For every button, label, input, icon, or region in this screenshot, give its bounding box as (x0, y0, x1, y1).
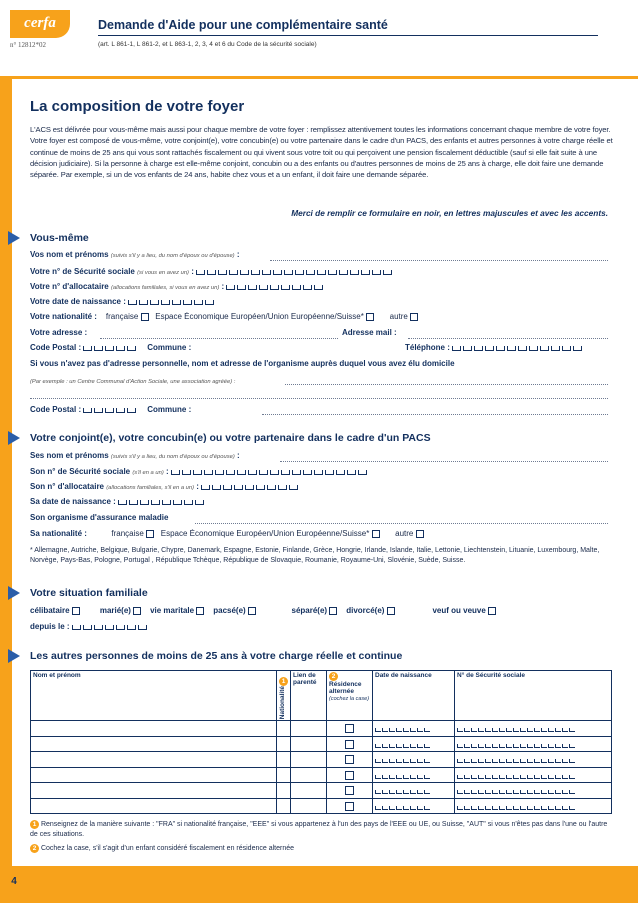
conjoint-secu-label: Son n° de Sécurité sociale (30, 467, 131, 476)
section-arrow-icon (8, 231, 20, 245)
situation-divorce-label: divorcé(e) (346, 606, 385, 615)
form-title: Demande d'Aide pour une complémentaire santé (98, 18, 388, 32)
conjoint-nat-eee-label: Espace Économique Européen/Union Européenne/Suisse* (160, 529, 370, 538)
vous-nat-eee-checkbox[interactable] (366, 313, 374, 321)
note-2-badge: 2 (329, 672, 338, 681)
residence-checkbox[interactable] (345, 802, 354, 811)
vous-sans-adresse-label: Si vous n'avez pas d'adresse personnelle, nom et adresse de l'organisme auprès duquel vous avez élu domicile (30, 359, 455, 368)
conjoint-naissance-boxes[interactable] (118, 498, 206, 505)
conjoint-nom-hint: (suivis s'il y a lieu, du nom d'époux ou d'épouse) (110, 454, 235, 460)
legend-note-1 (30, 820, 614, 839)
vous-alloc-row[interactable]: Votre n° d'allocataire (allocations familiales, si vous en avez un) : (30, 282, 608, 295)
situation-vie-maritale-label: vie maritale (150, 606, 195, 615)
cell-residence (327, 736, 373, 752)
vous-nat-autre-checkbox[interactable] (410, 313, 418, 321)
conjoint-nat-autre-label: autre (395, 529, 414, 538)
cell-nat[interactable] (277, 783, 291, 799)
table-row (31, 752, 612, 768)
conjoint-alloc-boxes[interactable] (201, 483, 300, 490)
situation-pacse-label: pacsé(e) (213, 606, 246, 615)
col-residence-header (327, 671, 373, 721)
vous-alloc-label: Votre n° d'allocataire (30, 282, 109, 291)
vous-adresse-line (100, 338, 338, 339)
section-title: La composition de votre foyer (30, 98, 245, 115)
cell-residence (327, 783, 373, 799)
conjoint-alloc-row[interactable]: Son n° d'allocataire (allocations familiales, s'il en a un) : (30, 482, 608, 495)
header-orange-rule (0, 76, 638, 79)
vous-naissance-label: Votre date de naissance : (30, 297, 126, 306)
conjoint-nat-autre-checkbox[interactable] (416, 530, 424, 538)
situation-veuf-checkbox[interactable] (488, 607, 496, 615)
col-date-header: Date de naissance (373, 671, 455, 721)
cell-lien[interactable] (291, 783, 327, 799)
vous-cp2-boxes[interactable] (83, 406, 138, 413)
situation-options-row (30, 606, 608, 619)
cell-lien[interactable] (291, 752, 327, 768)
cell-nat[interactable] (277, 767, 291, 783)
cell-nat[interactable] (277, 752, 291, 768)
cell-lien[interactable] (291, 736, 327, 752)
vous-mail-line[interactable] (408, 338, 608, 339)
vous-naissance-row[interactable] (30, 297, 608, 310)
cell-date[interactable] (373, 783, 455, 799)
conjoint-nationalite-label: Sa nationalité : (30, 529, 87, 538)
vous-meme-title: Vous-même (30, 232, 89, 244)
table-row (31, 783, 612, 799)
table-header (31, 671, 612, 721)
vous-nom-label: Vos nom et prénoms (30, 250, 109, 259)
vous-nom-hint: (suivis s'il y a lieu, du nom d'époux ou d'épouse) (110, 253, 235, 259)
footer-bar (0, 866, 638, 903)
intro-paragraph-1: L'ACS est délivrée pour vous-même mais aussi pour chaque membre de votre foyer : remplissez attentivement toutes les informations concernant chaque membre de votre foyer. (30, 125, 611, 134)
note-2-marker: 2 (30, 844, 39, 853)
cell-nom[interactable] (31, 783, 277, 799)
vous-nat-francaise-label: française (105, 312, 139, 321)
conjoint-nom-row[interactable]: Ses nom et prénoms (suivis s'il y a lieu, du nom d'époux ou d'épouse) : (30, 451, 240, 460)
conjoint-nat-francaise-label: française (111, 529, 144, 538)
cerfa-logo: cerfa (10, 10, 70, 38)
vous-adresse-row[interactable] (30, 328, 608, 341)
residence-checkbox[interactable] (345, 724, 354, 733)
vous-alloc-hint: (allocations familiales, si vous en avez un) (111, 285, 220, 291)
section-arrow-icon (8, 431, 20, 445)
situation-veuf-label: veuf ou veuve (432, 606, 486, 615)
col-secu-header: N° de Sécurité sociale (455, 671, 612, 721)
residence-checkbox[interactable] (345, 786, 354, 795)
table-row (31, 736, 612, 752)
section-arrow-icon (8, 649, 20, 663)
situation-depuis-label: depuis le : (30, 622, 70, 631)
conjoint-title: Votre conjoint(e), votre concubin(e) ou votre partenaire dans le cadre d'un PACS (30, 432, 431, 444)
vous-cp2-label: Code Postal : (30, 405, 82, 414)
vous-nationalite-label: Votre nationalité : (30, 312, 97, 321)
table-row (31, 767, 612, 783)
residence-checkbox[interactable] (345, 755, 354, 764)
conjoint-naissance-label: Sa date de naissance : (30, 497, 116, 506)
dependents-table (30, 670, 612, 814)
situation-marie-checkbox[interactable] (133, 607, 141, 615)
conjoint-alloc-hint: (allocations familiales, s'il en a un) (106, 485, 195, 491)
cell-nom[interactable] (31, 752, 277, 768)
situation-pacse-checkbox[interactable] (248, 607, 256, 615)
vous-cp-boxes[interactable] (83, 344, 138, 351)
section-arrow-icon (8, 586, 20, 600)
cell-secu[interactable] (455, 752, 612, 768)
intro-paragraph-2: Votre foyer est composé de vous-même, votre conjoint(e), votre concubin(e) ou votre partenaire dans le cadre d'un PACS, des enfants et autres personnes à votre charge réelle et continue de moins de 25 ans qui vous sont rattachés fiscalement ou qui vivent sous votre toit ou qui perçoivent une pension fiscalement déductible (sauf si elle fait suite à une décision judiciaire). Si la personne à charge est elle-même conjoint, concubin ou a des enfants ou d'autres personnes de moins de 25 ans à charge, elle doit faire une demande séparée. Par exemple, si un de vos enfants de 24 ans, habite chez vous et a un enfant, il doit faire une demande séparée. (30, 136, 613, 180)
vous-tel-boxes[interactable] (452, 344, 584, 351)
table-row (31, 798, 612, 814)
table-row (31, 721, 612, 737)
situation-depuis-row[interactable] (30, 622, 608, 635)
vous-nat-autre-label: autre (389, 312, 408, 321)
conjoint-alloc-label: Son n° d'allocataire (30, 482, 105, 491)
vous-exemple-row[interactable] (30, 376, 608, 389)
residence-checkbox[interactable] (345, 771, 354, 780)
conjoint-organisme-line (195, 523, 608, 524)
form-legal-reference: (art. L 861-1, L 861-2, et L 863-1, 2, 3, 4 et 6 du Code de la sécurité sociale) (98, 41, 317, 48)
intro-text (30, 124, 614, 180)
cell-residence (327, 767, 373, 783)
cell-nat[interactable] (277, 736, 291, 752)
cell-secu[interactable] (455, 783, 612, 799)
situation-vie-maritale-checkbox[interactable] (196, 607, 204, 615)
cerfa-number: n° 12812*02 (10, 41, 47, 49)
col-residence-label: Résidence alternée (329, 681, 362, 695)
conjoint-secu-row[interactable]: Son n° de Sécurité sociale (s'il en a un) : (30, 467, 608, 480)
conjoint-nat-francaise-checkbox[interactable] (146, 530, 154, 538)
cell-residence (327, 721, 373, 737)
vous-nat-francaise-checkbox[interactable] (141, 313, 149, 321)
cell-nat[interactable] (277, 721, 291, 737)
conjoint-secu-boxes[interactable] (171, 468, 369, 475)
vous-commune2-line (262, 414, 608, 415)
situation-celibataire-label: célibataire (30, 606, 70, 615)
cell-secu[interactable] (455, 767, 612, 783)
vous-cp-label: Code Postal : (30, 343, 82, 352)
vous-secu-boxes[interactable] (196, 268, 394, 275)
vous-adresse-label: Votre adresse : (30, 328, 88, 337)
conjoint-naissance-row[interactable] (30, 497, 608, 510)
vous-alloc-boxes[interactable] (226, 283, 325, 290)
cell-secu[interactable] (455, 736, 612, 752)
vous-nat-eee-label: Espace Économique Européen/Union Européenne/Suisse* (155, 312, 364, 321)
vous-secu-label: Votre n° de Sécurité sociale (30, 267, 135, 276)
eee-countries-footnote: * Allemagne, Autriche, Belgique, Bulgarie, Chypre, Danemark, Espagne, Estonie, Finlande, Grèce, Hongrie, Irlande, Islande, Italie, Lettonie, Liechtenstein, Lituanie, Luxembourg, Malte, Norvège, Pays-Bas, Pologne, Portugal , République Tchèque, République de Slovaquie, Roumanie, Royaume-Uni, Slovénie, Suède, Suisse. (30, 547, 600, 564)
vous-organisme-line-1 (285, 384, 608, 385)
cell-date[interactable] (373, 721, 455, 737)
conjoint-organisme-row[interactable] (30, 513, 608, 526)
situation-separe-checkbox[interactable] (329, 607, 337, 615)
conjoint-nationalite-row (30, 529, 608, 542)
situation-celibataire-checkbox[interactable] (72, 607, 80, 615)
vous-cp2-row[interactable] (30, 405, 608, 418)
cell-nom[interactable] (31, 736, 277, 752)
legend-note-2 (30, 844, 614, 854)
vous-sans-adresse-row[interactable] (30, 359, 608, 372)
vous-naissance-boxes[interactable] (128, 298, 216, 305)
situation-separe-label: séparé(e) (291, 606, 328, 615)
col-nationalite-label: Nationalité (279, 685, 286, 719)
cell-nat[interactable] (277, 798, 291, 814)
situation-title: Votre situation familiale (30, 587, 148, 599)
cell-secu[interactable] (455, 721, 612, 737)
vous-secu-hint: (si vous en avez un) (137, 270, 189, 276)
title-divider (98, 35, 598, 36)
vous-secu-row[interactable]: Votre n° de Sécurité sociale (si vous en avez un) : (30, 267, 608, 280)
situation-depuis-boxes[interactable] (72, 623, 149, 630)
conjoint-nom-line (280, 461, 608, 462)
cell-date[interactable] (373, 798, 455, 814)
col-lien-header: Lien de parenté (291, 671, 327, 721)
cell-date[interactable] (373, 752, 455, 768)
vous-nationalite-row (30, 312, 608, 325)
vous-nom-row[interactable]: Vos nom et prénoms (suivis s'il y a lieu, du nom d'époux ou d'épouse) : (30, 250, 240, 259)
fill-instructions: Merci de remplir ce formulaire en noir, en lettres majuscules et avec les accents. (291, 208, 608, 218)
cell-lien[interactable] (291, 798, 327, 814)
vous-commune2-label: Commune : (147, 405, 192, 414)
cell-residence (327, 752, 373, 768)
vous-nom-line (270, 260, 608, 261)
autres-title: Les autres personnes de moins de 25 ans à votre charge réelle et continue (30, 650, 403, 662)
conjoint-nom-label: Ses nom et prénoms (30, 451, 109, 460)
situation-divorce-checkbox[interactable] (387, 607, 395, 615)
cell-nom[interactable] (31, 721, 277, 737)
cell-secu[interactable] (455, 798, 612, 814)
legend-note-1-text: Renseignez de la manière suivante : "FRA" si nationalité française, "EEE" si vous appartenez à l'un des pays de l'EEE ou UE, ou Suisse, "AUT" si vous n'êtes pas dans l'une ou l'autre de ces situations. (30, 821, 608, 838)
vous-tel-label: Téléphone : (405, 343, 450, 352)
conjoint-organisme-label: Son organisme d'assurance maladie (30, 513, 169, 522)
situation-marie-label: marié(e) (99, 606, 131, 615)
col-nationalite-header (277, 671, 291, 721)
vous-organisme-line-2 (30, 398, 608, 399)
vous-mail-label: Adresse mail : (342, 328, 397, 337)
cell-residence (327, 798, 373, 814)
residence-checkbox[interactable] (345, 740, 354, 749)
col-nom-header: Nom et prénom (31, 671, 277, 721)
cell-lien[interactable] (291, 767, 327, 783)
cell-nom[interactable] (31, 767, 277, 783)
conjoint-nat-eee-checkbox[interactable] (372, 530, 380, 538)
cell-nom[interactable] (31, 798, 277, 814)
cell-lien[interactable] (291, 721, 327, 737)
legend-note-2-text: Cochez la case, s'il s'agit d'un enfant considéré fiscalement en résidence alternée (40, 845, 294, 852)
vous-exemple-hint: (Par exemple : un Centre Communal d'Action Sociale, une association agréée) : (30, 379, 236, 385)
col-residence-hint: (cochez la case) (329, 696, 370, 702)
conjoint-secu-hint: (s'il en a un) (132, 470, 164, 476)
vous-commune-label: Commune : (147, 343, 192, 352)
left-margin-bar (0, 79, 12, 903)
cell-date[interactable] (373, 736, 455, 752)
note-1-badge: 1 (279, 677, 288, 686)
page-number: 4 (11, 876, 17, 887)
vous-tel-row[interactable] (405, 343, 584, 352)
cell-date[interactable] (373, 767, 455, 783)
note-1-marker: 1 (30, 820, 39, 829)
